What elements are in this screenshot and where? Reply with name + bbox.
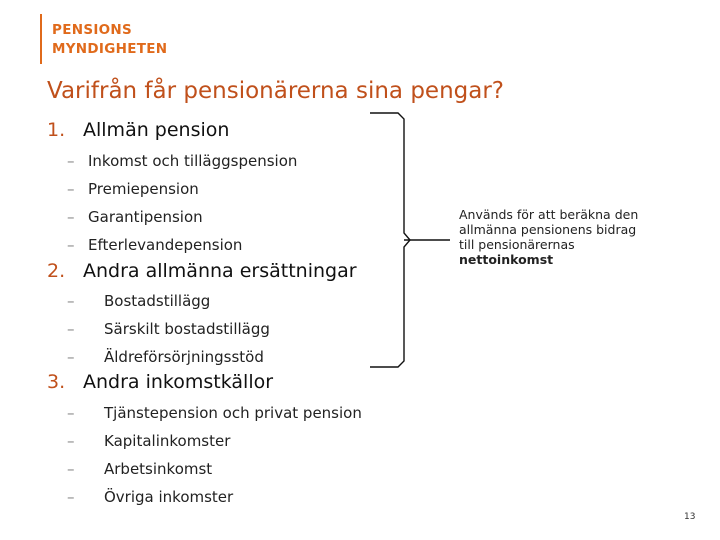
sub-item: Särskilt bostadstillägg xyxy=(104,320,270,338)
sub-item: Inkomst och tilläggspension xyxy=(88,152,298,170)
dash-marker: – xyxy=(67,320,75,338)
list-label: Allmän pension xyxy=(83,119,230,141)
logo-line-1: PENSIONS xyxy=(52,22,133,38)
sub-item: Övriga inkomster xyxy=(104,488,234,506)
list-label: Andra allmänna ersättningar xyxy=(83,260,357,282)
list-number: 3. xyxy=(47,371,66,393)
sub-item: Kapitalinkomster xyxy=(104,432,231,450)
sub-item: Premiepension xyxy=(88,180,199,198)
sub-item: Tjänstepension och privat pension xyxy=(104,404,362,422)
sub-item: Äldreförsörjningsstöd xyxy=(104,348,264,366)
annotation-line: Används för att beräkna den xyxy=(459,207,639,222)
sub-item: Bostadstillägg xyxy=(104,292,211,310)
list-number: 1. xyxy=(47,119,66,141)
dash-marker: – xyxy=(67,432,75,450)
page-number: 13 xyxy=(684,512,696,522)
dash-marker: – xyxy=(67,180,75,198)
dash-marker: – xyxy=(67,348,75,366)
dash-marker: – xyxy=(67,292,75,310)
slide-title: Varifrån får pensionärerna sina pengar? xyxy=(47,78,505,104)
annotation-line: till pensionärernas xyxy=(459,237,575,252)
dash-marker: – xyxy=(67,236,75,254)
dash-marker: – xyxy=(67,460,75,478)
dash-marker: – xyxy=(67,208,75,226)
dash-marker: – xyxy=(67,488,75,506)
sub-item: Arbetsinkomst xyxy=(104,460,213,478)
dash-marker: – xyxy=(67,152,75,170)
list-label: Andra inkomstkällor xyxy=(83,371,274,393)
logo-line-2: MYNDIGHETEN xyxy=(52,41,168,57)
bracket-annotation xyxy=(459,207,674,267)
dash-marker: – xyxy=(67,404,75,422)
list-number: 2. xyxy=(47,260,66,282)
annotation-line: allmänna pensionens bidrag xyxy=(459,222,637,237)
annotation-emphasis: nettoinkomst xyxy=(459,252,554,267)
sub-item: Garantipension xyxy=(88,208,203,226)
sub-item: Efterlevandepension xyxy=(88,236,243,254)
